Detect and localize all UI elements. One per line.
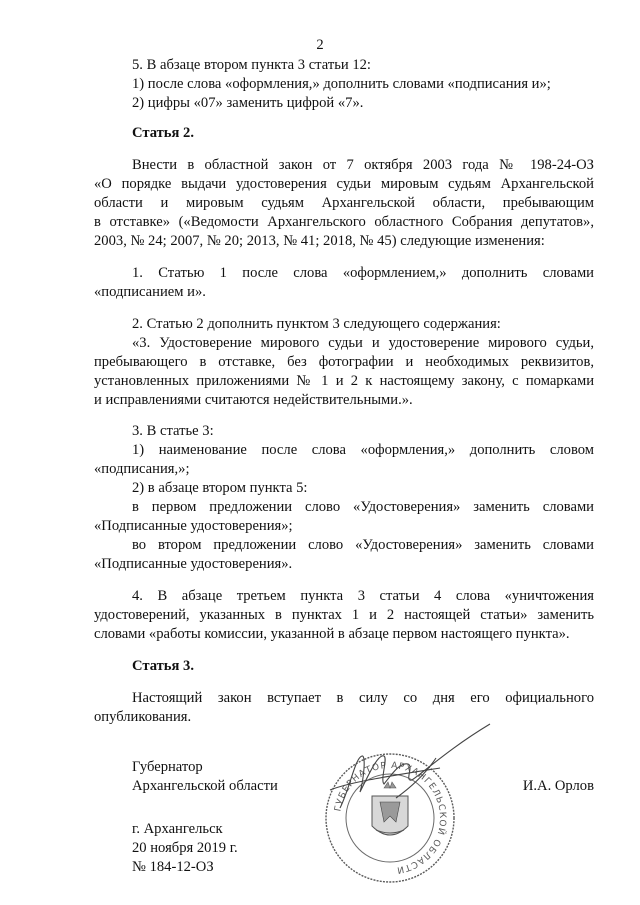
article-2-item-2-line: установленных приложениями № 1 и 2 к настоящему закону, с помарками [94,373,594,389]
article-2-item-3-line: во втором предложении слово «Удостоверения» заменить словами [132,537,594,553]
article-2-item-2-line: «3. Удостоверение мирового судьи и удостоверение мирового судьи, [132,335,594,351]
article-2-intro-line: области и мировым судьям Архангельской области, пребывающим [94,195,594,211]
article-2-item-2-line: 2. Статью 2 дополнить пунктом 3 следующего содержания: [132,316,501,332]
article-2-heading: Статья 2. [132,125,194,141]
article-2-item-3-line: «Подписанные удостоверения»; [94,518,293,534]
footer-city: г. Архангельск [132,821,223,837]
article-2-intro-line: «О порядке выдачи удостоверения судьи мировым судьям Архангельской [94,176,594,192]
article-2-item-4-line: словами «работы комиссии, указанной в абзаце первом настоящего пункта». [94,626,570,642]
article-2-item-3-line: «Подписанные удостоверения». [94,556,293,572]
article-2-intro-line: Внести в областной закон от 7 октября 2003 года № 198-24-ОЗ [132,157,594,173]
footer-number: № 184-12-ОЗ [132,859,214,875]
article-3-text-line: Настоящий закон вступает в силу со дня его официального [132,690,594,706]
paragraph-5-title: 5. В абзаце втором пункта 3 статьи 12: [132,57,371,73]
article-2-intro-line: в отставке» («Ведомости Архангельского областного Собрания депутатов», [94,214,594,230]
article-2-item-1-line: «подписанием и». [94,284,206,300]
seal-lettering: ГУБЕРНАТОР АРХАНГЕЛЬСКОЙ ОБЛАСТИ [333,760,448,875]
article-2-item-4-line: удостоверений, указанных в пунктах 1 и 2 настоящей статьи» заменить [94,607,594,623]
article-2-item-3-line: 3. В статье 3: [132,423,214,439]
signatory-name: И.А. Орлов [522,778,594,794]
article-2-item-3-line: «подписания,»; [94,461,190,477]
article-2-item-3-line: 2) в абзаце втором пункта 5: [132,480,308,496]
signatory-title-line-1: Губернатор [132,759,203,775]
page-number: 2 [316,37,324,53]
footer-date: 20 ноября 2019 г. [132,840,238,856]
article-3-text-line: опубликования. [94,709,192,725]
article-2-intro-line: 2003, № 24; 2007, № 20; 2013, № 41; 2018, № 45) следующие изменения: [94,233,545,249]
paragraph-5-item-1: 1) после слова «оформления,» дополнить словами «подписания и»; [132,76,551,92]
article-2-item-2-line: и исправлениями считаются недействительными.». [94,392,413,408]
article-2-item-1-line: 1. Статью 1 после слова «оформлением,» дополнить словами [132,265,594,281]
handwritten-signature-icon [330,724,490,808]
paragraph-5-item-2: 2) цифры «07» заменить цифрой «7». [132,95,364,111]
article-2-item-2-line: пребывающего в отставке, без фотографии и необходимых реквизитов, [94,354,594,370]
article-3-heading: Статья 3. [132,658,194,674]
article-2-item-3-line: в первом предложении слово «Удостоверения» заменить словами [132,499,594,515]
article-2-item-4-line: 4. В абзаце третьем пункта 3 статьи 4 слова «уничтожения [132,588,594,604]
signatory-title-line-2: Архангельской области [132,778,278,794]
article-2-item-3-line: 1) наименование после слова «оформления,» дополнить словом [132,442,594,458]
